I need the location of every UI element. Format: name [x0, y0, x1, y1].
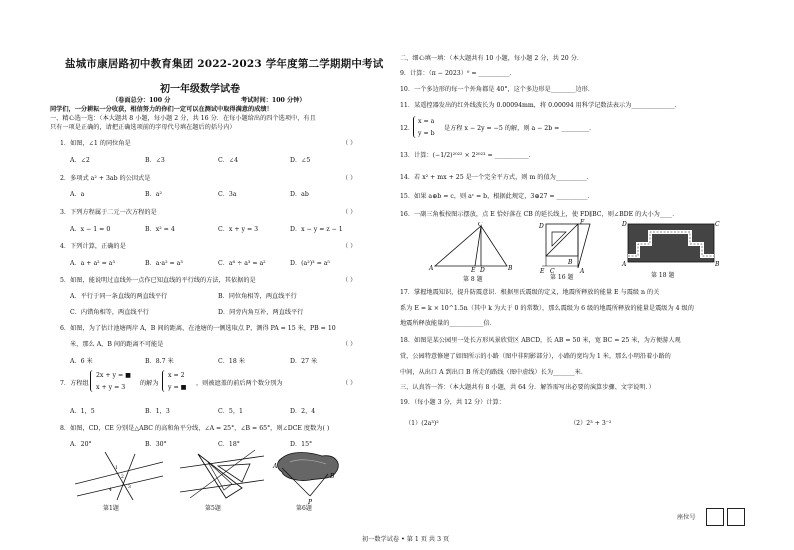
exam-subtitle: 初一年级数学试卷	[160, 84, 240, 95]
section1-title-2: 只有一项是正确的，请把正确选项前的字母代号填在题后的括号内）	[50, 124, 236, 131]
fig16-label-b: B	[568, 259, 573, 266]
fig8-label-d: D	[480, 267, 485, 272]
caption-fig16: 第 16 题	[550, 274, 574, 281]
q6-bracket[interactable]: （ ）	[342, 341, 357, 348]
fig6-label-a: A	[273, 463, 278, 470]
q4-option-b: B．a·a² = a³	[145, 260, 183, 267]
svg-text:3: 3	[128, 485, 131, 490]
q7-system-brace	[90, 370, 94, 392]
q17-line3: 地震所释放能量的___________倍．	[400, 320, 496, 327]
figure-q6-pond	[270, 450, 350, 505]
section1-title: 一、精心选一选：（本大题共 8 小题，每小题 2 分，共 16 分．在每小题给出的四个选项中，有且	[50, 115, 316, 122]
fig6-label-p: P	[308, 499, 313, 505]
fig18-label-d: D	[622, 221, 627, 228]
fig16-label-c: C	[550, 268, 555, 274]
score-info: （卷面总分：100 分	[112, 97, 171, 104]
fig8-label-e: E	[471, 267, 476, 272]
caption-fig18: 第 18 题	[651, 272, 675, 279]
caption-fig5: 第5题	[205, 505, 221, 512]
motto: 同学们，一分耕耘一分收获，相信努力的你们一定可以在测试中取得满意的成绩！	[50, 106, 273, 113]
q7-option-c: C．5，1	[218, 408, 243, 415]
q3-option-a: A．x − 1 = 0	[70, 226, 111, 233]
q5-stem: 5．如图，能说明过直线外一点作已知直线的平行线的方法，其依据的是	[60, 277, 256, 284]
q6-option-d: D．27 米	[290, 358, 318, 365]
q8-option-d: D．15°	[290, 441, 313, 448]
svg-text:4: 4	[109, 488, 112, 493]
q7-solution-y: y = ■	[168, 384, 187, 391]
q3-option-d: D．x − y = z − 1	[290, 226, 343, 233]
q4-option-c: C．a⁶ ÷ a³ = a²	[218, 260, 266, 267]
fig8-label-b: B	[508, 265, 513, 272]
q19-stem: 19．（每小题 3 分，共 12 分）计算：	[400, 399, 505, 406]
q2-option-d: D．ab	[290, 191, 309, 198]
fig16-label-d: D	[539, 223, 544, 230]
q18-line3: 中间，从出口 A 到出口 B 所走的路线（图中虚线）长为_______米．	[400, 369, 588, 376]
q8-option-a: A．20°	[70, 441, 92, 448]
q2-option-b: B．a²	[145, 191, 162, 198]
q5-option-b: B．同位角相等，两直线平行	[218, 293, 297, 300]
q13: 13．计算：(−1/2)²⁰²² × 2²⁰²³ = ___________．	[400, 152, 535, 159]
q17-line1: 17．掌握地震知识，提升防震意识．根据里氏震级的定义，地震所释放的能量 E 与震级 n 的关	[400, 289, 660, 296]
time-info: 考试时间：100 分钟）	[241, 97, 306, 104]
seat-label: 座位号	[677, 514, 696, 521]
q3-bracket[interactable]: （ ）	[342, 209, 357, 216]
q1-option-a: A．∠2	[70, 157, 90, 164]
q6-option-c: C．18 米	[218, 358, 245, 365]
fig8-label-a: A	[429, 265, 434, 272]
q11: 11．某遥控器发出的红外线波长为 0.00094mm，将 0.00094 用科学记数法表示为______________．	[400, 102, 681, 109]
fig16-label-e: E	[540, 268, 545, 274]
q2-option-a: A．a	[70, 191, 85, 198]
q5-option-c: C．内错角相等，两直线平行	[70, 309, 149, 316]
q7-system-eq2: x + y = 3	[96, 384, 126, 391]
q6-option-b: B．8.7 米	[145, 358, 174, 365]
q1-option-d: D．∠5	[290, 157, 311, 164]
svg-text:2: 2	[121, 475, 124, 480]
q12-system-x: x = a	[418, 118, 435, 125]
q7-post: ，则被遮盖的前后两个数分别为	[196, 380, 283, 387]
q5-option-d: D．同旁内角互补，两直线平行	[218, 309, 304, 316]
q7-option-b: B．1，3	[145, 408, 170, 415]
q1-option-b: B．∠3	[145, 157, 165, 164]
fig16-label-f: F	[580, 219, 585, 226]
q6-stem-2: 米，那么 A，B 间的距离不可能是	[70, 341, 164, 348]
q7-solution-x: x = 2	[168, 372, 185, 379]
figure-q5-set-square	[180, 448, 265, 503]
q10: 10．一个多边形的每一个外角都是 40°，这个多边形是________边形．	[400, 86, 595, 93]
svg-text:1: 1	[115, 466, 118, 471]
q1-bracket[interactable]: （ ）	[342, 140, 357, 147]
fig18-label-c: C	[715, 221, 720, 228]
q4-option-a: A．a + a² = a³	[70, 260, 115, 267]
q8-option-b: B．30°	[145, 441, 167, 448]
q4-stem: 4．下列计算，正确的是	[60, 243, 126, 250]
q16: 16．一副三角板按图示摆放，点 E 恰好落在 CB 的延长线上，使 FD∥BC，则∠BDE 的大小为____．	[400, 211, 679, 218]
q12-system-y: y = b	[418, 130, 435, 137]
exam-title: 盐城市康居路初中教育集团 2022-2023 学年度第二学期期中考试	[65, 58, 384, 70]
page-footer: 初一数学试卷 • 第 1 页 共 3 页	[362, 536, 450, 543]
q3-option-b: B．x² = 4	[145, 226, 175, 233]
q3-stem: 3．下列方程属于二元一次方程的是	[60, 209, 157, 216]
q6-stem: 6．如图，为了估计池塘两岸 A，B 间的距离，在池塘的一侧选取点 P，测得 PA = 15 米，PB = 10	[60, 325, 336, 332]
caption-fig1: 第1题	[103, 505, 119, 512]
q2-option-c: C．3a	[218, 191, 237, 198]
q7-system-eq1: 2x + y = ■	[96, 372, 132, 379]
figure-q1-parallel-lines	[75, 452, 165, 500]
fig16-label-a: A	[580, 268, 585, 274]
q8-stem: 8．如图，CD，CE 分别是△ABC 的高和角平分线，∠A = 25°，∠B = 65°，则∠DCE 度数为( )	[60, 425, 330, 432]
section3-title: 三、认真答一答：（本大题共有 8 小题，共 64 分．解答需写出必要的演算步骤、文字说明．）	[400, 384, 655, 391]
q1-option-c: C．∠4	[218, 157, 239, 164]
q18-line2: 赏，公园特意修建了如图所示的小路（图中非阴影部分），小路的宽均为 1 米，那么小明沿着小路的	[400, 353, 671, 360]
figure-q18-park-path	[620, 218, 720, 268]
q14: 14．若 x² + mx + 25 是一个完全平方式，则 m 的值为__________．	[400, 174, 593, 181]
q19-part2: （2）2³ + 3⁻²	[570, 420, 612, 427]
q12-brace	[413, 116, 417, 138]
q9: 9．计算：（π − 2023）⁰ = __________．	[400, 70, 516, 77]
q8-option-c: C．18°	[218, 441, 240, 448]
fig6-label-b: B	[330, 473, 335, 480]
fig18-label-b: B	[715, 261, 720, 268]
q12-prefix: 12．	[400, 125, 415, 132]
q7-bracket[interactable]: （ ）	[342, 380, 357, 387]
figure-q8-triangle	[425, 222, 513, 272]
q7-mid: 的解为	[140, 380, 159, 387]
q6-option-a: A．6 米	[70, 358, 93, 365]
q7-option-d: D．2，4	[290, 408, 316, 415]
q18-line1: 18．如图是某公园里一处长方形风景欣赏区 ABCD，长 AB = 50 米，宽 BC = 25 米，为方便游人观	[400, 337, 681, 344]
q15: 15．如果 a⊕b = c，则 aᶜ = b，根据此规定，3⊕27 = __________．	[400, 193, 594, 200]
q5-bracket[interactable]: （ ）	[342, 277, 357, 284]
q4-bracket[interactable]: （ ）	[342, 243, 357, 250]
seat-box-2[interactable]	[727, 508, 745, 526]
section2-title: 二、细心填一填：（本大题共有 10 小题，每小题 2 分，共 20 分．	[400, 55, 584, 62]
q17-line2: 系为 E = k × 10^1.5n（其中 k 为大于 0 的常数），那么震级为 6 级的地震所释放的能量是震级为 4 级的	[400, 305, 694, 312]
q3-option-c: C．x + y = 3	[218, 226, 259, 233]
seat-box-1[interactable]	[706, 508, 724, 526]
q1-stem: 1．如图，∠1 的同位角是	[60, 140, 131, 147]
q12-post: 是方程 x − 2y = −5 的解，则 a − 2b = _________．	[444, 125, 596, 132]
figure-q16-set-squares	[538, 218, 598, 274]
q7-prefix: 7．方程组	[60, 380, 89, 387]
fig8-label-c: C	[478, 222, 483, 228]
q2-stem: 2．多项式 a² + 3ab 的公因式是	[60, 175, 151, 182]
q5-option-a: A．平行于同一条直线的两直线平行	[70, 293, 168, 300]
q2-bracket[interactable]: （ ）	[342, 175, 357, 182]
caption-fig8: 第 8 题	[463, 276, 483, 283]
q7-option-a: A．1，5	[70, 408, 95, 415]
q4-option-d: D．(a²)³ = a⁵	[290, 260, 330, 267]
caption-fig6: 第6题	[296, 505, 312, 512]
fig18-label-a: A	[622, 261, 627, 268]
q7-solution-brace	[162, 370, 166, 392]
q19-part1: （1）(2a³)²	[405, 420, 439, 427]
